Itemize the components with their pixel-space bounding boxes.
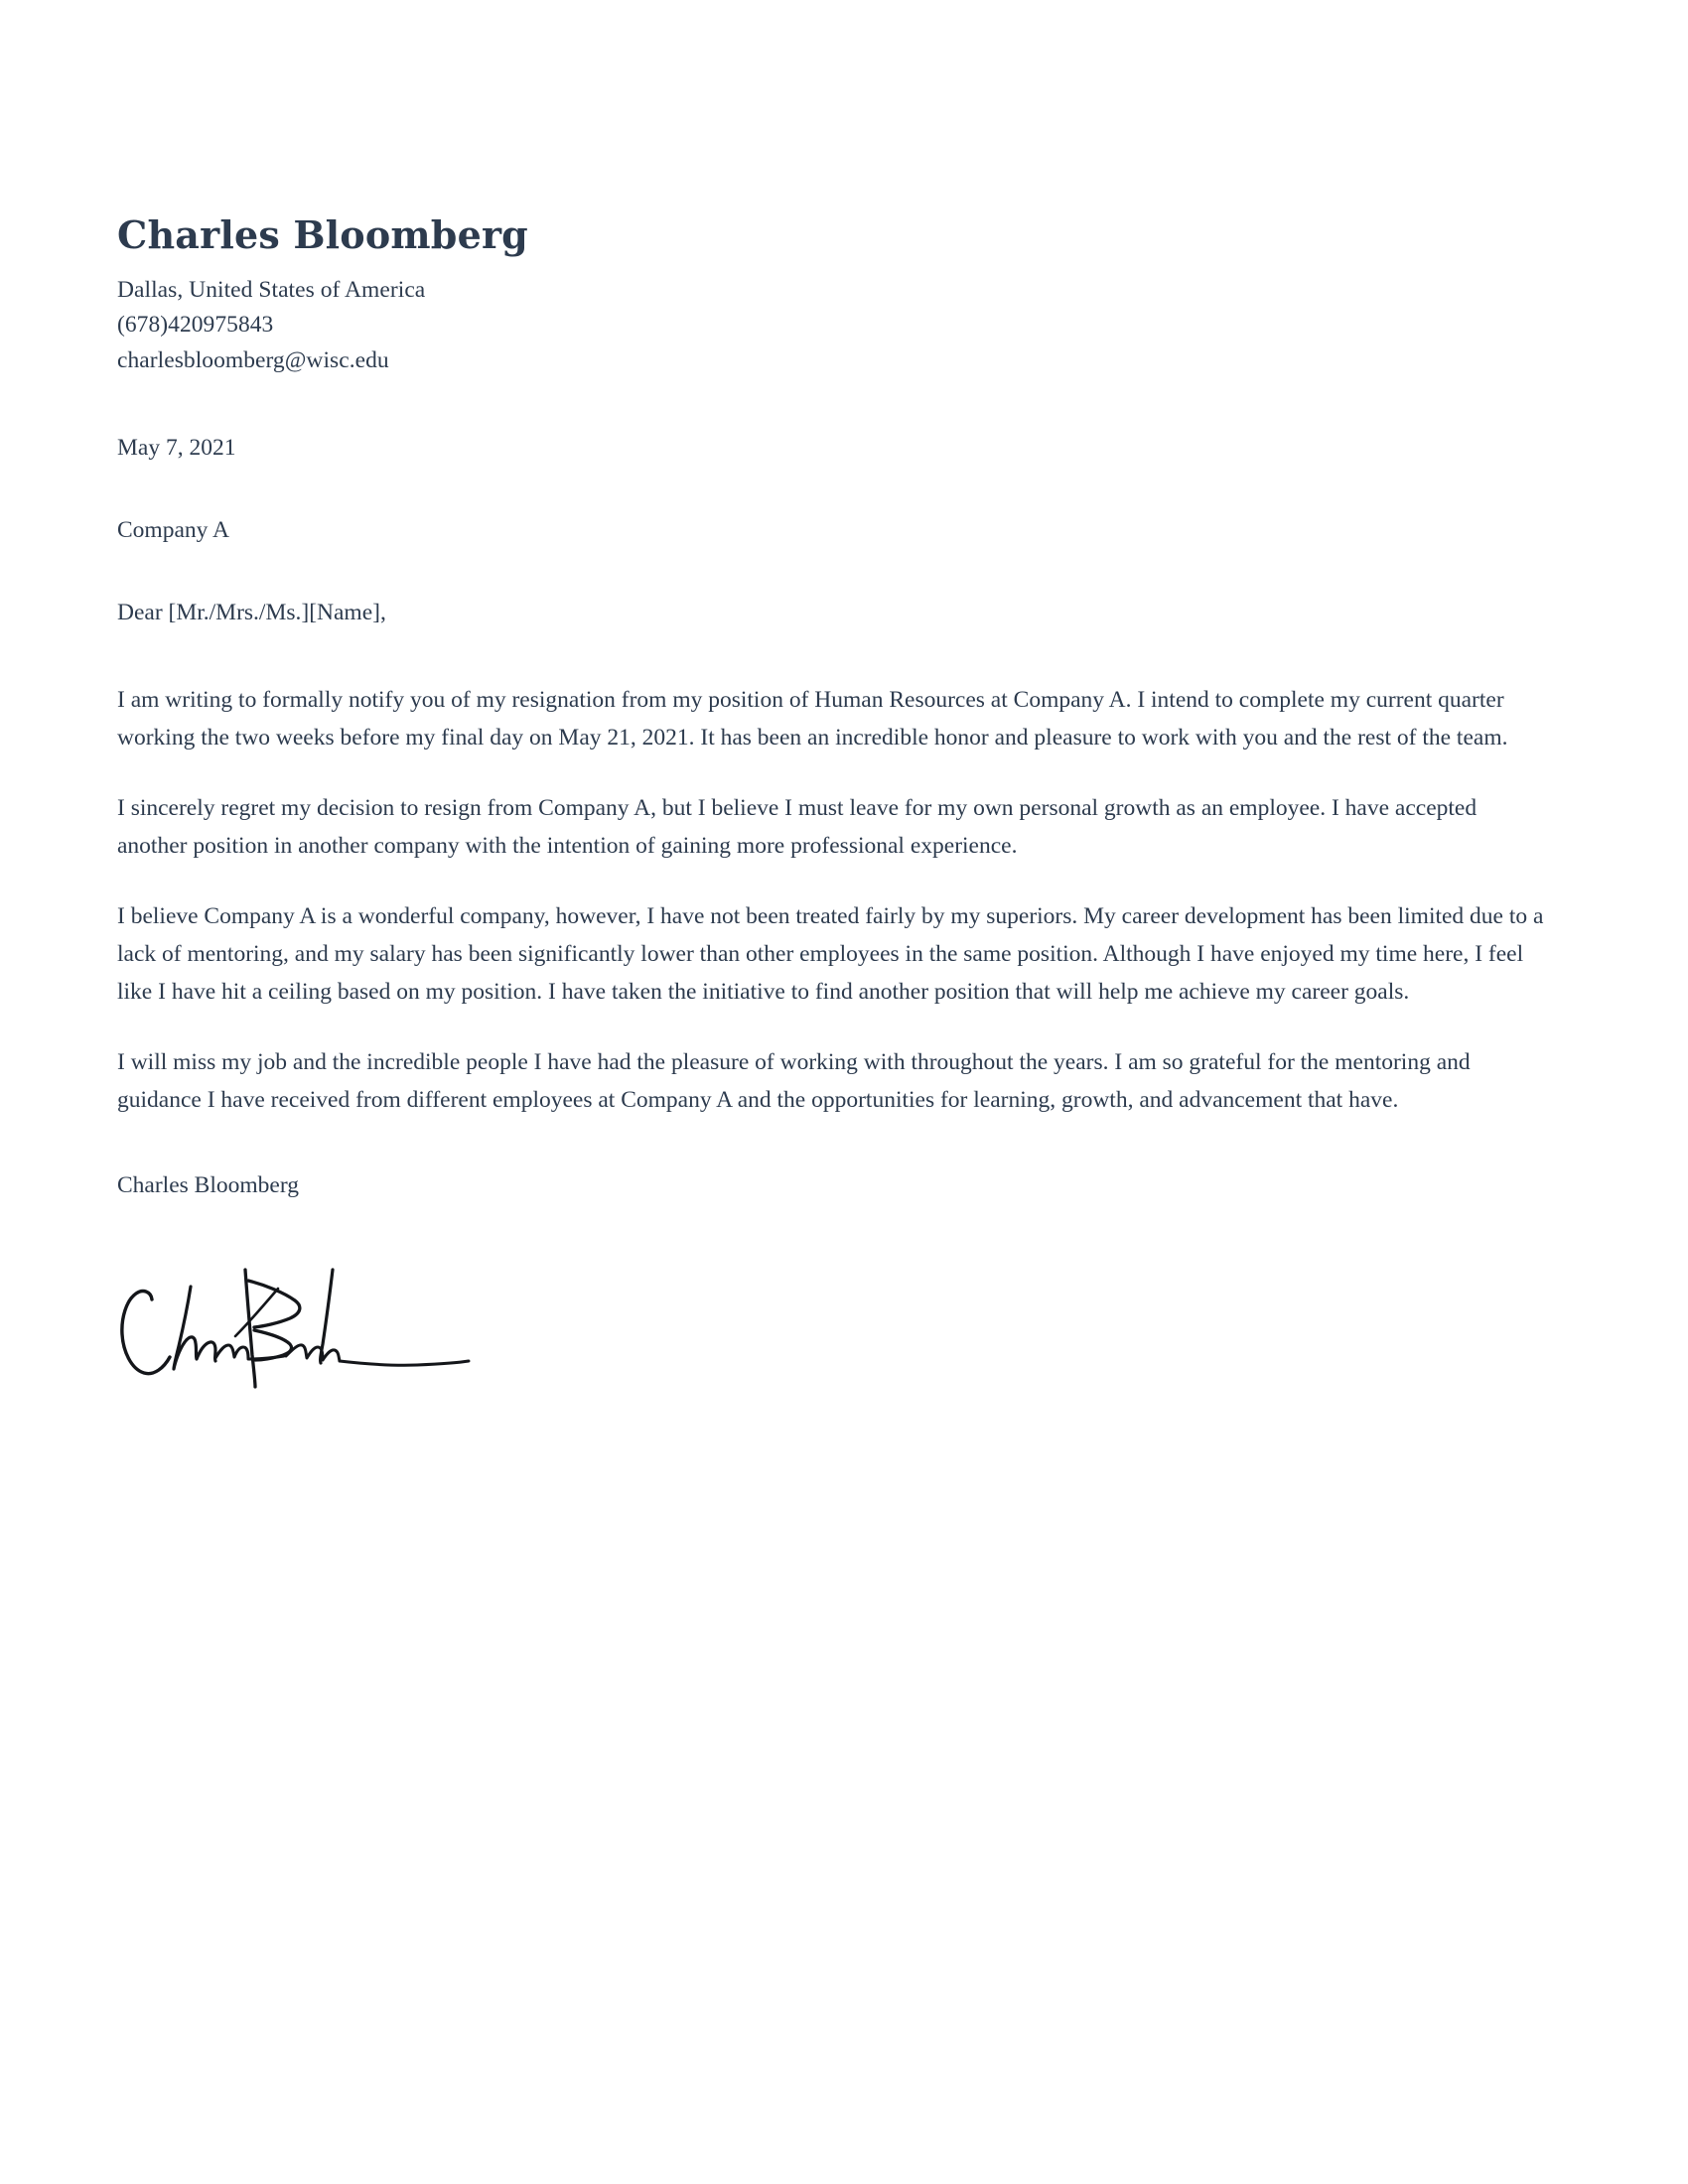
- sender-location: Dallas, United States of America: [117, 276, 426, 303]
- body-paragraph-2: I sincerely regret my decision to resign from Company A, but I believe I must leave for my own personal growth as an employee. I have accepted another position in another company with the intention of gaining more professional experience.: [117, 794, 1477, 859]
- spacer: [117, 466, 1547, 513]
- letter-body: [117, 213, 1547, 1390]
- sender-phone: (678)420975843: [117, 312, 274, 339]
- salutation: Dear [Mr./Mrs./Ms.][Name],: [117, 600, 386, 626]
- spacer: [117, 379, 1547, 431]
- body-paragraph-4: I will miss my job and the incredible people I have had the pleasure of working with throughout the years. I am so grateful for the mentoring and guidance I have received from different employees at Company A and the opportunities for learning, growth, and advancement that have.: [117, 1049, 1471, 1114]
- handwritten-signature-icon: [119, 1251, 546, 1390]
- body-paragraph-3: I believe Company A is a wonderful company, however, I have not been treated fairly by my superiors. My career development has been limited due to a lack of mentoring, and my salary has been significantly lower than other employees in the same position. Although I have enjoyed my time here, I feel like I have hit a ceiling based on my position. I have taken the initiative to find another position that will help me achieve my career goals.: [117, 902, 1544, 1005]
- closing-signature-name: Charles Bloomberg: [117, 1172, 299, 1199]
- sender-email: charlesbloomberg@wisc.edu: [117, 347, 389, 374]
- spacer: [117, 756, 1547, 789]
- spacer: [117, 631, 1547, 681]
- body-paragraph-1: I am writing to formally notify you of my resignation from my position of Human Resources at Company A. I intend to complete my current quarter working the two weeks before my final day on May 21, 2021. It has been an incredible honor and pleasure to work with you and the rest of the team.: [117, 686, 1508, 751]
- spacer: [117, 1203, 1547, 1251]
- spacer: [117, 548, 1547, 596]
- recipient-company: Company A: [117, 517, 229, 544]
- signature-image: [119, 1251, 546, 1390]
- page-title: Charles Bloomberg: [117, 212, 528, 257]
- spacer: [117, 1011, 1547, 1043]
- spacer: [117, 1119, 1547, 1168]
- spacer: [117, 865, 1547, 897]
- letter-date: May 7, 2021: [117, 434, 236, 461]
